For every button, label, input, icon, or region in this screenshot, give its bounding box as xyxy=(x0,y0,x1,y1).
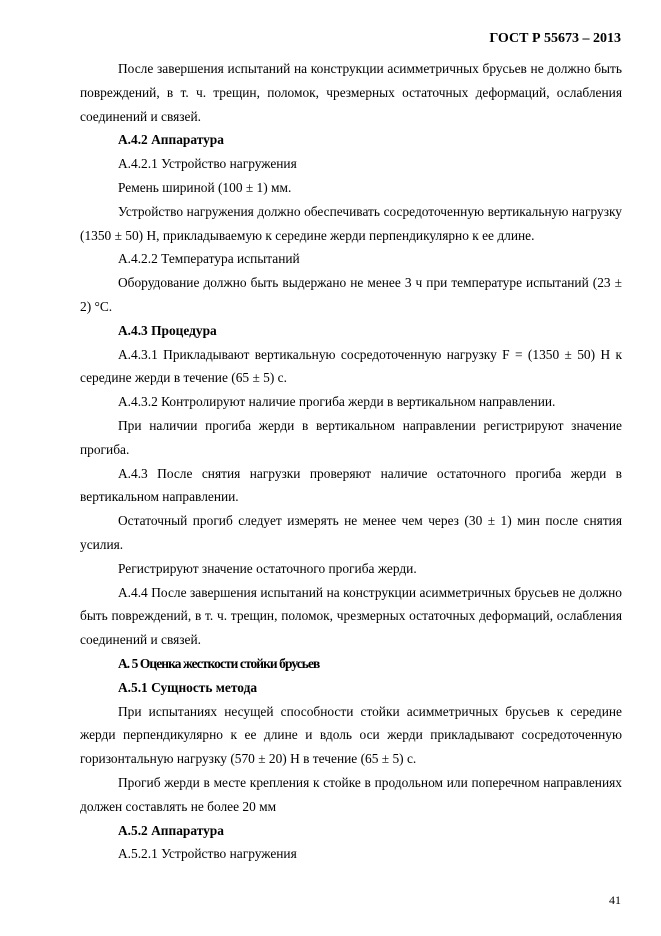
paragraph-register-deflection: При наличии прогиба жерди в вертикальном направлении регистрируют значение прогиба. xyxy=(80,417,622,457)
paragraph-a432: А.4.3.2 Контролируют наличие прогиба жерди в вертикальном направлении. xyxy=(118,394,556,410)
paragraph-a44: А.4.4 После завершения испытаний на конструкции асимметричных брусьев не должно быть повреждений, в т. ч. трещин, поломок, чрезмерных остаточных деформаций, ослабления соединений и связей. xyxy=(80,584,622,648)
paragraph-belt-width: Ремень шириной (100 ± 1) мм. xyxy=(118,179,292,195)
section-heading-a42: А.4.2 Аппаратура xyxy=(118,132,224,148)
subsection-title-a422: А.4.2.2 Температура испытаний xyxy=(118,251,300,267)
paragraph-load-device: Устройство нагружения должно обеспечивать сосредоточенную вертикальную нагрузку (1350 ± 50) Н, прикладываемую к середине жерди перпендикулярно к ее длине. xyxy=(80,203,622,243)
paragraph-method-essence: При испытаниях несущей способности стойки асимметричных брусьев к середине жерди перпендикулярно к ее длине и вдоль оси жерди прикладывают сосредоточенную горизонтальную нагрузку (570 ± 20) Н в течение (65 ± 5) с. xyxy=(80,703,622,767)
paragraph-deflection-limit: Прогиб жерди в месте крепления к стойке в продольном или поперечном направлениях должен составлять не более 20 мм xyxy=(80,774,622,814)
document-header: ГОСТ Р 55673 – 2013 xyxy=(489,31,621,46)
paragraph-temperature: Оборудование должно быть выдержано не менее 3 ч при температуре испытаний (23 ± 2) °С. xyxy=(80,275,622,314)
page-number: 41 xyxy=(609,893,621,907)
paragraph-a43-residual: А.4.3 После снятия нагрузки проверяют наличие остаточного прогиба жерди в вертикальном направлении. xyxy=(80,465,622,505)
paragraph-a41-conclusion: После завершения испытаний на конструкции асимметричных брусьев не должно быть повреждений, в т. ч. трещин, поломок, чрезмерных остаточных деформаций, ослабления соединений и связей. xyxy=(80,61,622,124)
paragraph-register-residual: Регистрируют значение остаточного прогиба жерди. xyxy=(118,560,417,576)
document-body xyxy=(80,57,622,866)
paragraph-a431: А.4.3.1 Прикладывают вертикальную сосредоточенную нагрузку F = (1350 ± 50) Н к середине жерди в течение (65 ± 5) с. xyxy=(80,346,622,386)
paragraph-residual-measure: Остаточный прогиб следует измерять не менее чем через (30 ± 1) мин после снятия усилия. xyxy=(80,513,622,552)
subsection-title-a421: А.4.2.1 Устройство нагружения xyxy=(118,156,297,172)
section-heading-a52: А.5.2 Аппаратура xyxy=(118,822,224,838)
section-heading-a43: А.4.3 Процедура xyxy=(118,322,217,338)
section-heading-a51: А.5.1 Сущность метода xyxy=(118,679,258,695)
section-heading-a5: А. 5 Оценка жесткости стойки брусьев xyxy=(118,655,320,671)
subsection-title-a521: А.5.2.1 Устройство нагружения xyxy=(118,846,297,862)
